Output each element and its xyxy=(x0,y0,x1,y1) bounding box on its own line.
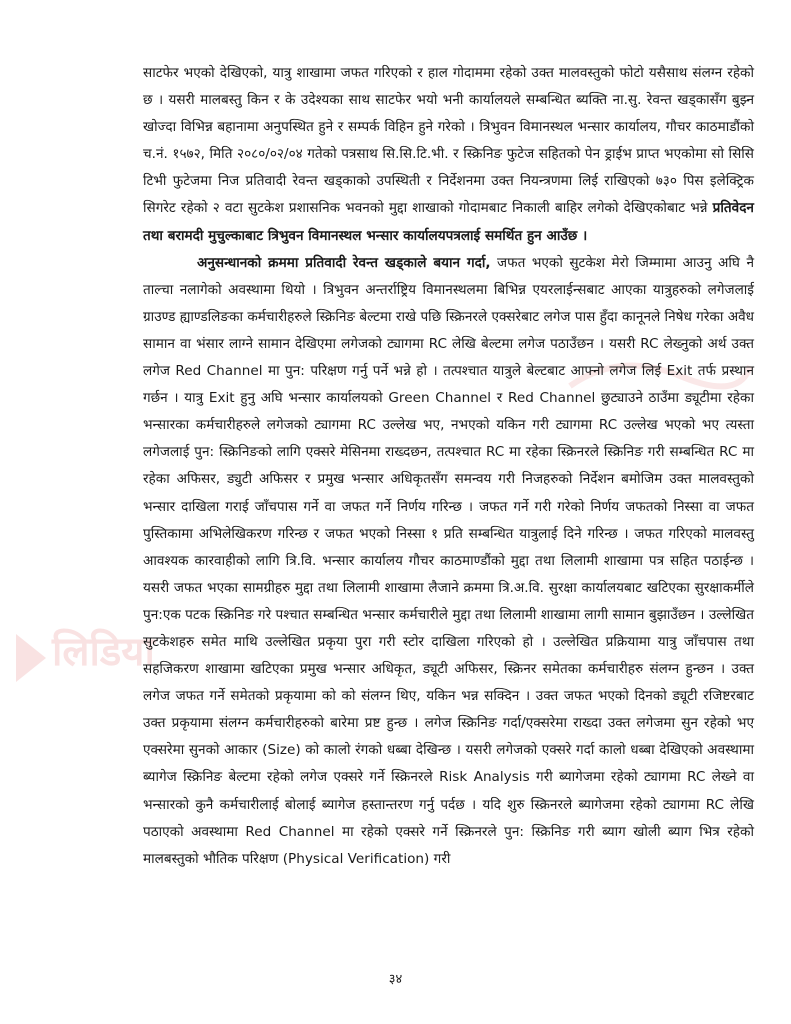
paragraph-1 xyxy=(143,60,754,250)
paragraph-1-line-5: पत्रसाथ सि.सि.टि.भी. र स्क्रिनिङ फुटेज सहितको पेन ड्राईभ प्राप्त भएकोमा सो सिसि टिभी फुटेजमा निज xyxy=(143,146,754,190)
paragraph-1-line-4: त्रिभुवन विमानस्थल भन्सार कार्यालय, गौचर काठमाडौंको च.नं. १५७२, मिति २०८०/०२/०४ गतेको xyxy=(143,119,754,163)
paragraph-1-line-6: प्रतिवादी रेवन्त खड्काको उपस्थिती र निर्देशनमा उक्त नियन्त्रणमा लिई राखिएको ७३० पिस इलेक्ट्रिक सिगरेट xyxy=(143,173,754,217)
paragraph-1-line-7: रहेको २ वटा सुटकेश प्रशासनिक भवनको मुद्दा शाखाको गोदामबाट निकाली बाहिर लगेको देखिएकोबाट xyxy=(180,200,686,217)
paragraph-2-bold-lead: अनुसन्धानको क्रममा प्रतिवादी रेवन्त खड्काले बयान गर्दा, xyxy=(197,254,491,271)
paragraph-1-line-3: ब्यक्ति ना.सु. रेवन्त खड्कासँग बुझ्न खोज्दा विभिन्न बहानामा अनुपस्थित हुने र सम्पर्क विहिन हुने गरेको । xyxy=(143,92,754,136)
paragraph-2 xyxy=(143,250,754,873)
paragraph-1-closing-bold: प्रतिवेदन तथा बरामदी मुचुल्काबाट त्रिभुवन विमानस्थल भन्सार कार्यालयपत्रलाई समर्थित हुन आउँछ । xyxy=(143,200,754,244)
paragraph-1-line-2: यसैसाथ संलग्न रहेको छ । यसरी मालबस्तु किन र के उदेश्यका साथ साटफेर भयो भनी कार्यालयले सम्बन्धित xyxy=(143,65,754,109)
paragraph-1-closing-plain: भन्ने xyxy=(690,200,713,217)
document-body xyxy=(143,60,754,873)
watermark-brand-text: लिडिया xyxy=(52,629,155,675)
paragraph-2-text: जफत भएको सुटकेश मेरो जिम्मामा आउनु अघि नै ताल्चा नलागेको अवस्थामा थियो । त्रिभुवन अन्तर्राष्ट्रिय विमानस्थलमा बिभिन्न एयरलाईन्सबाट आएका यात्रुहरुको लगेजलाई ग्राउण्ड ह्याण्डलिङका कर्मचारीहरुले स्क्रिनिङ बेल्टमा राखे पछि स्क्रिनरले एक्सरेबाट लगेज पास हुँदा कानूनले निषेध गरेका अवैध सामान वा भंसार लाग्ने सामान देखिएमा लगेजको ट्यागमा RC लेखि बेल्टमा लगेज पठाउँछन । यसरी RC लेख्नुको अर्थ उक्त लगेज Red Channel मा पुन: परिक्षण गर्नु पर्ने भन्ने हो । तत्पश्चात यात्रुले बेल्टबाट आफ्नो लगेज लिई Exit तर्फ प्रस्थान गर्छन । यात्रु Exit हुनु अघि भन्सार कार्यालयको Green Channel र Red Channel छुट्याउने ठाउँमा ड्यूटीमा रहेका भन्सारका कर्मचारीहरुले लगेजको ट्यागमा RC उल्लेख भए, नभएको यकिन गरी ट्यागमा RC उल्लेख भएको भए त्यस्ता लगेजलाई पुन: स्क्रिनिङको लागि एक्सरे मेसिनमा राख्दछन, तत्पश्चात RC मा रहेका स्क्रिनरले स्क्रिनिङ गरी सम्बन्धित RC मा रहेका अफिसर, ड्युटी अफिसर र प्रमुख भन्सार अधिकृतसँग समन्वय गरी निजहरुको निर्देशन बमोजिम उक्त मालवस्तुको भन्सार दाखिला गराई जाँचपास गर्ने वा जफत गर्ने निर्णय गरिन्छ । जफत गर्ने गरी गरेको निर्णय जफतको निस्सा वा जफत पुस्तिकामा अभिलेखिकरण गरिन्छ र जफत भएको निस्सा १ प्रति सम्बन्धित यात्रुलाई दिने गरिन्छ । जफत गरिएको मालवस्तु आवश्यक कारवाहीको लागि त्रि.वि. भन्सार कार्यालय गौचर काठमाण्डौंको मुद्दा तथा लिलामी शाखामा पत्र सहित पठाईन्छ । यसरी जफत भएका सामग्रीहरु मुद्दा तथा लिलामी शाखामा लैजाने क्रममा त्रि.अ.वि. सुरक्षा कार्यालयबाट खटिएका सुरक्षाकर्मीले पुन:एक पटक स्क्रिनिङ गरे पश्चात सम्बन्धित भन्सार कर्मचारीले मुद्दा तथा लिलामी शाखामा लागी सामान बुझाउँछन । उल्लेखित सुटकेशहरु समेत माथि उल्लेखित प्रकृया पुरा गरी स्टोर दाखिला गरिएको हो । उल्लेखित प्रक्रियामा यात्रु जाँचपास तथा सहजिकरण शाखामा खटिएका प्रमुख भन्सार अधिकृत, ड्यूटी अफिसर, स्क्रिनर समेतका कर्मचारीहरु संलग्न हुन्छन । उक्त लगेज जफत गर्ने समेतको प्रकृयामा को को संलग्न थिए, यकिन भन्न सक्दिन । उक्त जफत भएको दिनको ड्यूटी रजिष्टरबाट उक्त प्रकृयामा संलग्न कर्मचारीहरुको बारेमा प्रष्ट हुन्छ । लगेज स्क्रिनिङ गर्दा/एक्सरेमा राख्दा उक्त लगेजमा सुन रहेको भए एक्सरेमा सुनको आकार (Size) को कालो रंगको धब्बा देखिन्छ । यसरी लगेजको एक्सरे गर्दा कालो धब्बा देखिएको अवस्थामा ब्यागेज स्क्रिनिङ बेल्टमा रहेको लगेज एक्सरे गर्ने स्क्रिनरले Risk Analysis गरी ब्यागेजमा रहेको ट्यागमा RC लेख्ने वा भन्सारको कुनै कर्मचारीलाई बोलाई ब्यागेज हस्तान्तरण गर्नु पर्दछ । यदि शुरु स्क्रिनरले ब्यागेजमा रहेको ट्यागमा RC लेखि पठाएको अवस्थामा Red Channel मा रहेको एक्सरे गर्ने स्क्रिनरले पुन: स्क्रिनिङ गरी ब्याग खोली ब्याग भित्र रहेको मालबस्तुको भौतिक परिक्षण (Physical Verification) गरी xyxy=(143,254,754,867)
paragraph-1-line-1: साटफेर भएको देखिएको, यात्रु शाखामा जफत गरिएको र हाल गोदाममा रहेको उक्त मालवस्तुको फोटो xyxy=(143,65,644,81)
page-number: ३४ xyxy=(388,972,403,987)
play-icon xyxy=(12,628,52,688)
